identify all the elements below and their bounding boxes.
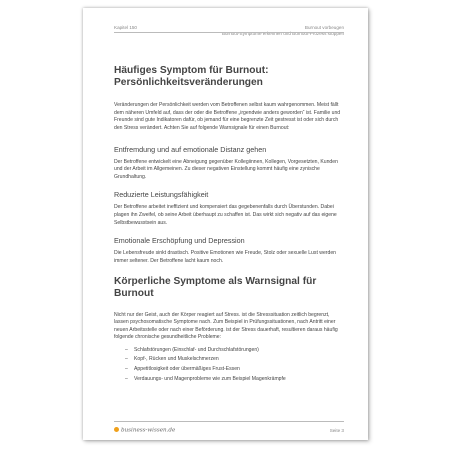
subheading-alienation: Entfremdung und auf emotionale Distanz gehen <box>114 144 267 154</box>
running-header-subtitle: Burnout-Symptome erkennen und Burnout-Prozess stoppen <box>221 31 344 37</box>
footer-divider <box>114 421 344 422</box>
paragraph-exhaustion: Die Lebensfreude sinkt drastisch. Positive Emotionen wie Freude, Stolz oder sexuelle Lust werden immer seltener. Der Betroffene lacht kaum noch. <box>114 250 336 264</box>
bullet-dash: – <box>125 375 128 382</box>
logo-dot-icon <box>114 427 119 432</box>
page-content <box>114 65 344 384</box>
list-item <box>125 355 344 365</box>
chapter-label: Kapitel 150 <box>114 25 137 30</box>
list-item-text: Appetitlosigkeit oder übermäßiges Frust-Essen <box>134 366 240 373</box>
subheading-exhaustion: Emotionale Erschöpfung und Depression <box>114 236 245 246</box>
section-intro-personality: Veränderungen der Persönlichkeit werden vom Betroffenen selbst kaum wahrgenommen. Meist fällt dem näheren Umfeld auf, dass der oder die Betroffene „irgendwie anders geworden“ ist. Familie und Freunde sind gute Indikatoren dafür, ob jemand für eine begrenzte Zeit gestresst ist oder sich durch den Stress verändert. Achten Sie auf folgende Warnsignale für einen Burnout: <box>114 102 341 131</box>
bullet-dash: – <box>125 346 128 353</box>
list-item <box>125 346 344 356</box>
header-divider <box>114 32 344 33</box>
logo-text: business-wissen.de <box>121 427 176 434</box>
paragraph-reduced-performance: Der Betroffene arbeitet ineffizient und kompensiert das gegebenenfalls durch Überstunden. Dabei plagen ihn Zweifel, ob seine Arbeit überhaupt zu schaffen ist. Das wirkt sich negativ auf das eigene Selbstbewusstsein aus. <box>114 204 337 226</box>
paragraph-alienation: Der Betroffene entwickelt eine Abneigung gegenüber Kollegiinnen, Kollegen, Vorgesetzten, Kunden und der Arbeit im Allgemeinen. Zu dieser negativen Einstellung kommt häufig eine zynische Grundhaltung. <box>114 158 338 180</box>
list-item-text: Verdauungs- und Magenprobleme wie zum Beispiel Magenkrämpfe <box>134 375 286 382</box>
document-page <box>83 8 368 440</box>
publisher-logo <box>114 427 175 434</box>
subheading-reduced-performance: Reduzierte Leistungsfähigkeit <box>114 190 209 200</box>
list-item-text: Kopf-, Rücken und Muskelschmerzen <box>134 356 219 363</box>
list-item <box>125 365 344 375</box>
section-intro-physical: Nicht nur der Geist, auch der Körper reagiert auf Stress. ist die Stresssituation zeitlich begrenzt, lassen psychosomatische Symptome nach. Zum Beispiel in Prüfungssituationen, nach Antritt einer neuen Arbeitsstelle oder nach einer Beförderung. ist der Stress dauerhaft, resultieren daraus häufig folgende chronische gesundheitliche Probleme: <box>114 311 338 341</box>
symptom-list <box>114 346 344 384</box>
running-header-title: Burnout vorbeugen <box>304 25 344 30</box>
bullet-dash: – <box>125 366 128 373</box>
page-number: Seite 3 <box>329 428 344 433</box>
bullet-dash: – <box>125 356 128 363</box>
section-heading-personality: Häufiges Symptom für Burnout: Persönlichkeitsveränderungen <box>114 65 269 88</box>
list-item-text: Schlafstörungen (Einschlaf- und Durchschlafstörungen) <box>134 346 259 353</box>
section-heading-physical: Körperliche Symptome als Warnsignal für Burnout <box>114 276 317 299</box>
list-item <box>125 375 344 385</box>
